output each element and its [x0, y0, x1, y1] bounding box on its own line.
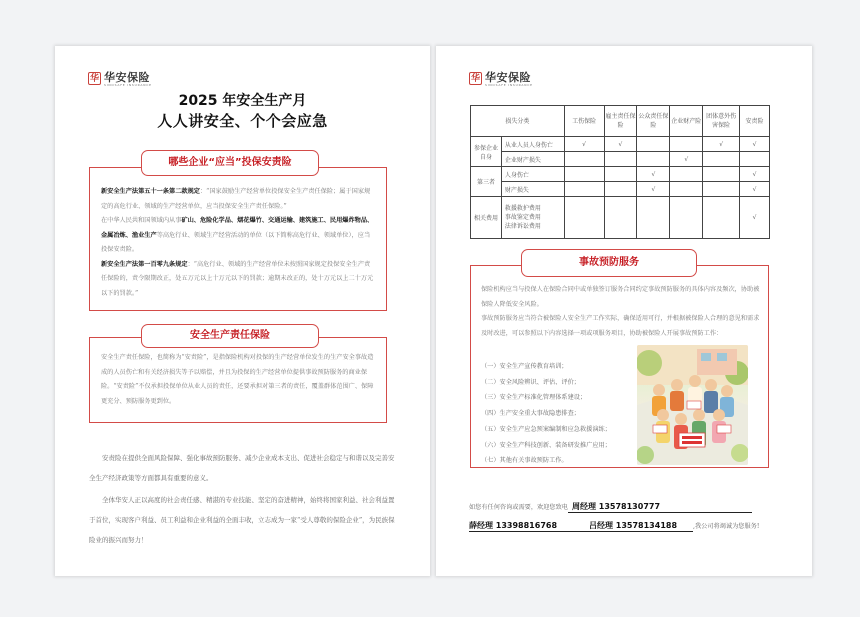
table-row: 参保企业自身 从业人员人身伤亡 √ √ √ √	[471, 137, 770, 152]
header-public-liability: 公众责任保险	[637, 106, 670, 137]
list-item: （七）其他有关事故预防工作。	[481, 457, 568, 465]
list-item: （六）安全生产科技创新、装备研发推广应用；	[481, 441, 611, 449]
section-safety-liability-insurance	[89, 337, 387, 423]
table-row: 财产损失 √ √	[471, 182, 770, 197]
company-logo	[88, 72, 152, 88]
logo-name-en: SINOSAFE INSURANCE	[104, 83, 152, 87]
list-item: （一）安全生产宣传教育培训；	[481, 363, 568, 370]
list-item: （三）安全生产标准化管理体系建设；	[481, 394, 587, 402]
law-article-109: 新安全生产法第一百零九条规定：“高危行业、领域的生产经营单位未按照国家规定投保安全生产责任保险的，责令限期改正，处五万元以上十万元以下的罚款；逾期未改正的，处十万元以上二十万元以下的罚款。”	[101, 260, 374, 297]
logo-mark-icon: 华	[89, 74, 99, 84]
header-loss-category: 损失分类	[471, 106, 565, 137]
document-page-right	[436, 46, 812, 576]
list-item: （五）安全生产应急预案编制和应急救援演练；	[481, 425, 611, 433]
manager-zhou-phone: 周经理 13578130777	[568, 501, 752, 513]
contact-intro: 如您有任何咨询或需要，欢迎您致电	[469, 504, 568, 511]
table-row: 第三者 人身伤亡 √ √	[471, 167, 770, 182]
table-row: 相关费用 救援救护费用 事故鉴定费用 法律诉讼费用 √	[471, 197, 770, 239]
document-page-left	[55, 46, 430, 576]
law-article-51: 新安全生产法第五十一条第二款规定：“国家鼓励生产经营单位投保安全生产责任保险；属于国家规定的高危行业、领域的生产经营单位，应当投保安全生产责任保险。”	[101, 188, 371, 210]
table-row: 企业财产损失 √	[471, 152, 770, 167]
header-safety-liability: 安责险	[740, 106, 770, 137]
safety-month-illustration	[637, 345, 748, 465]
logo-name-cn: 华安保险	[104, 71, 150, 84]
header-employer-liability: 雇主责任保险	[604, 106, 637, 137]
manager-xue-phone: 薛经理 13398816768	[469, 520, 579, 532]
service-items-list	[481, 359, 611, 469]
group-third-party: 第三者	[471, 167, 502, 197]
header-work-injury: 工伤保险	[564, 106, 604, 137]
section-heading-mandatory: 哪些企业“应当”投保安责险	[141, 150, 319, 176]
manager-lv-phone: 吕经理 13578134188	[579, 520, 693, 532]
header-group-accident: 团体意外伤害保险	[703, 106, 740, 137]
group-related-costs: 相关费用	[471, 197, 502, 239]
logo-mark-icon: 华	[470, 74, 480, 84]
service-paragraph-1: 保险机构应当与投保人在保险合同中或单独签订服务合同约定事故预防服务的具体内容及频次，协助被保险人降低安全风险。	[481, 286, 760, 308]
section-heading-accident-prevention: 事故预防服务	[521, 249, 697, 277]
list-item: （四）生产安全重大事故隐患排查；	[481, 410, 580, 418]
insurance-comparison-table	[470, 105, 770, 239]
logo-name-cn: 华安保险	[485, 71, 531, 84]
page-title-line2: 人人讲安全、个个会应急	[157, 112, 328, 130]
list-item: （二）安全风险辨识、评估、评价；	[481, 378, 580, 386]
table-header-row	[471, 106, 770, 137]
contact-line-2	[469, 520, 759, 532]
high-risk-industries: 在中华人民共和国领域内从事矿山、危险化学品、烟花爆竹、交通运输、建筑施工、民用爆炸物品、金属冶炼、渔业生产等高危行业、领域生产经营活动的单位（以下简称高危行业、领域单位），应当投保安责险。	[101, 217, 374, 253]
page-title-line1: 2025 年安全生产月	[178, 93, 307, 109]
logo-name-en: SINOSAFE INSURANCE	[485, 83, 533, 87]
company-logo	[469, 72, 533, 88]
safety-liability-description: 安全生产责任保险，也简称为“安责险”，是指保险机构对投保的生产经营单位发生的生产安全事故造成的人员伤亡和有关经济损失等予以赔偿，并且为投保的生产经营单位提供事故预防服务的商业保险。“安责险”不仅承担投保单位从业人员的责任，还要承担对第三者的责任，覆盖群体范围广、保障更充分、预防服务更到位。	[101, 354, 374, 405]
contact-outro: ,我公司将竭诚为您服务!	[693, 523, 760, 530]
workers-crowd-image	[637, 345, 748, 465]
header-property: 企业财产险	[670, 106, 703, 137]
group-enterprise: 参保企业自身	[471, 137, 502, 167]
section-mandatory-insurance	[89, 167, 387, 311]
section-heading-safety-liability: 安全生产责任保险	[141, 324, 319, 348]
closing-paragraph-1: 安责险在提供全面风险保障、强化事故预防服务、减少企业成本支出、促进社会稳定与和谐以及完善安全生产经济政策等方面都具有重要的意义。	[89, 454, 395, 482]
contact-line-1	[469, 501, 752, 513]
service-paragraph-2: 事故预防服务应当符合被保险人安全生产工作实际，确保适用可行，并根据被保险人合理的意见和需求及时改进，可以参照以下内容选择一项或项服务项目，协助被保险人开展事故预防工作：	[481, 315, 760, 337]
closing-paragraph-2: 全体华安人正以高度的社会责任感、精湛的专业技能、坚定的奋进精神，始终将国家利益、社会利益置于首位，实现客户利益、员工利益和企业利益的全面丰收，立志成为一家“受人尊敬的保险企业”，为民族保险业的振兴而努力！	[89, 496, 395, 544]
